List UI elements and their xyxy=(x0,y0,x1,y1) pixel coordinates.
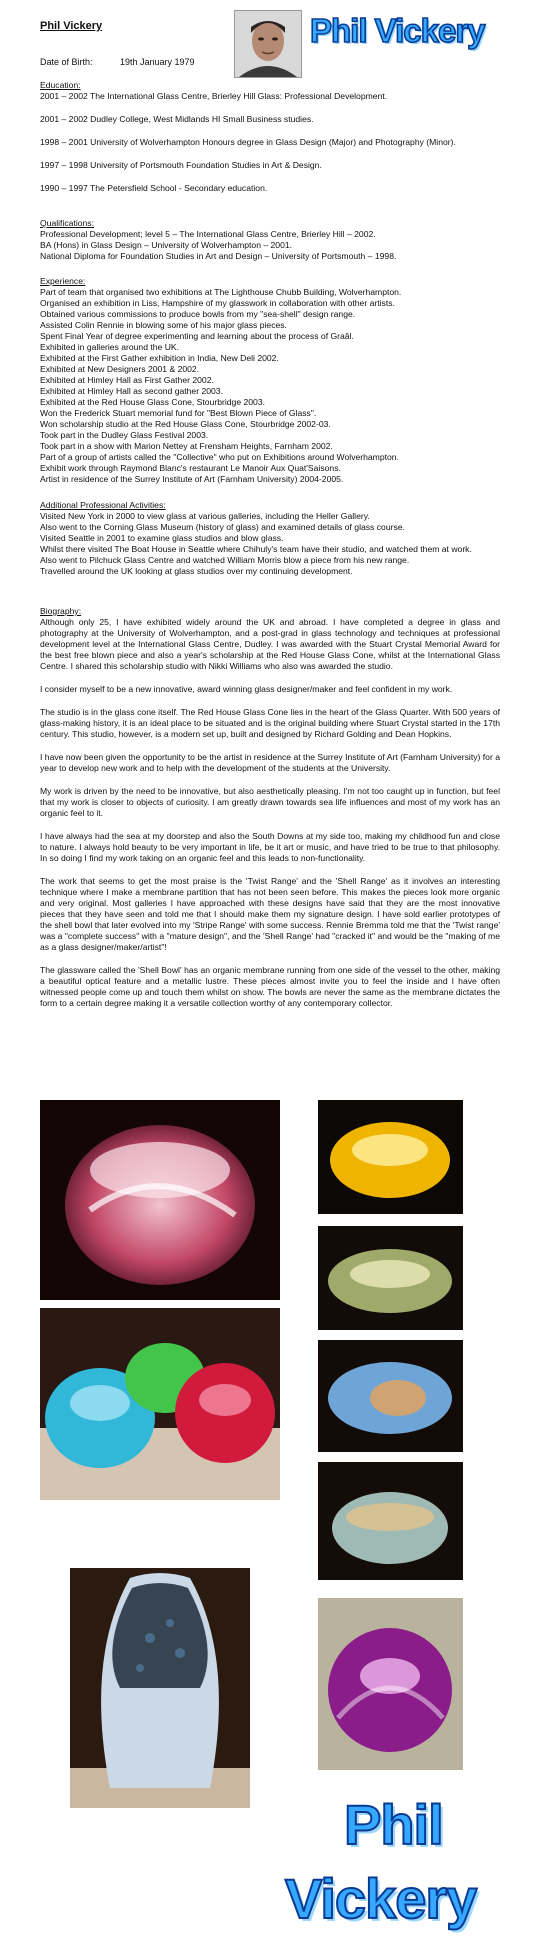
qualifications-heading: Qualifications: xyxy=(40,218,94,228)
list-item: Artist in residence of the Surrey Institute of Art (Farnham University) 2004-2005. xyxy=(40,474,344,484)
list-item: Spent Final Year of degree experimenting and learning about the process of Graâl. xyxy=(40,331,354,341)
list-item: Took part in a show with Marion Nettey at Frensham Heights, Farnham 2002. xyxy=(40,441,333,451)
photo-blue-shell-bowl xyxy=(318,1340,463,1452)
biography-paragraph: Although only 25, I have exhibited widely around the UK and abroad. I have completed a degree in glass and photography at the University of Wolverhampton, and a post-grad in glass technology and techniques at professional development level at the International Glass Centre, Dudley. I was awarded with the Stuart Crystal Memorial Award for the best free blown piece and also a year's scholarship at the Red House Glass Cone, whilst at the International Glass Centre. I shared this scholarship studio with Nikki Williams who also was awarded the studio. xyxy=(40,617,500,671)
education-item: 1990 – 1997 The Petersfield School - Secondary education. xyxy=(40,183,268,193)
qualifications-section xyxy=(40,218,500,262)
photo-stripe-bowl xyxy=(318,1462,463,1580)
footer-logo-first-name: Phil xyxy=(344,1793,443,1856)
biography-paragraph: I consider myself to be a new innovative, award winning glass designer/maker and feel confident in my work. xyxy=(40,684,453,694)
biography-paragraph: The glassware called the 'Shell Bowl' has an organic membrane running from one side of the vessel to the other, making a beautiful optical feature and a metallic lustre. These pieces almost invite you to feel the inside and I have often witnessed people come up and touch them whilst on show. The bowls are never the same as the membrane dictates the form to a certain degree making it a versatile collection worthy of any contemporary collector. xyxy=(40,965,500,1008)
additional-heading: Additional Professional Activities: xyxy=(40,500,166,510)
qualification-item: Professional Development; level 5 – The International Glass Centre, Brierley Hill – 2002. xyxy=(40,229,376,239)
list-item: Exhibited at the First Gather exhibition in India, New Deli 2002. xyxy=(40,353,279,363)
portrait-photo xyxy=(234,10,302,78)
footer-logo-last-name: Vickery xyxy=(285,1867,477,1930)
list-item: Part of a group of artists called the "Collective" who put on Exhibitions around Wolverhampton. xyxy=(40,452,399,462)
education-heading: Education: xyxy=(40,80,81,90)
photo-purple-bowl xyxy=(318,1598,463,1770)
experience-section xyxy=(40,276,500,485)
dob-label: Date of Birth: xyxy=(40,57,93,67)
list-item: Exhibited in galleries around the UK. xyxy=(40,342,180,352)
list-item: Exhibited at Himley Hall as First Gather 2002. xyxy=(40,375,214,385)
list-item: Organised an exhibition in Liss, Hampshire of my glasswork in collaboration with other artists. xyxy=(40,298,395,308)
experience-heading: Experience: xyxy=(40,276,86,286)
qualification-item: BA (Hons) in Glass Design – University of Wolverhampton – 2001. xyxy=(40,240,293,250)
name-heading: Phil Vickery xyxy=(40,20,103,32)
list-item: Took part in the Dudley Glass Festival 2003. xyxy=(40,430,209,440)
biography-heading: Biography: xyxy=(40,606,82,616)
biography-paragraph: The studio is in the glass cone itself. The Red House Glass Cone lies in the heart of the Glass Quarter. With 500 years of glass-making history, it is an ideal place to be situated and is the original building where Stuart Crystal started in the 17th century. This studio, however, is a modern set up, built and designed by Richard Golding and Dean Hopkins. xyxy=(40,707,500,739)
education-item: 2001 – 2002 Dudley College, West Midlands HI Small Business studies. xyxy=(40,114,314,124)
date-of-birth xyxy=(40,57,195,67)
photo-tall-vase xyxy=(70,1568,250,1808)
experience-list xyxy=(40,287,500,485)
photo-three-bowls xyxy=(40,1308,280,1500)
photo-yellow-shell-bowl xyxy=(318,1100,463,1214)
additional-list xyxy=(40,511,500,577)
biography-paragraph: The work that seems to get the most praise is the 'Twist Range' and the 'Shell Range' as it involves an interesting technique where I make a membrane partition that has not been seen before. This makes the pieces look more organic and very original. Most galleries I have approached with these designs have said that they are the most innovative pieces that they have seen and told me that I should make them my signature design. I have sold earlier prototypes of the shell bowl that later evolved into my 'Stripe Range' with some success. Rennie Bremma told me that the 'Twist range' was a "complete success" with a "mature design", and the 'Shell Range' had "cracked it" and would be the "making of me as a glass designer/maker/artist"! xyxy=(40,876,500,952)
list-item: Assisted Colin Rennie in blowing some of his major glass pieces. xyxy=(40,320,287,330)
list-item: Travelled around the UK looking at glass studios over my continuing development. xyxy=(40,566,353,576)
biography-section xyxy=(40,606,500,1021)
list-item: Obtained various commissions to produce bowls from my "sea-shell" design range. xyxy=(40,309,356,319)
list-item: Part of team that organised two exhibitions at The Lighthouse Chubb Building, Wolverhampton. xyxy=(40,287,402,297)
list-item: Won scholarship studio at the Red House Glass Cone, Stourbridge 2002-03. xyxy=(40,419,331,429)
photo-pink-twist-bowl xyxy=(40,1100,280,1300)
list-item: Exhibited at New Designers 2001 & 2002. xyxy=(40,364,200,374)
education-section xyxy=(40,80,500,194)
education-item: 1998 – 2001 University of Wolverhampton Honours degree in Glass Design (Major) and Photography (Minor). xyxy=(40,137,456,147)
biography-paragraph: I have always had the sea at my doorstep and also the South Downs at my side too, making my childhood fun and close to nature. I always hold beauty to be very important in life, be it art or music, and have tried to be true to that philosophy. In so doing I find my work taking on an organic feel and this leads to non-functionality. xyxy=(40,831,500,863)
list-item: Exhibit work through Raymond Blanc's restaurant Le Manoir Aux Quat'Saisons. xyxy=(40,463,341,473)
biography-text xyxy=(40,617,500,1009)
additional-section xyxy=(40,500,500,577)
education-item: 2001 – 2002 The International Glass Centre, Brierley Hill Glass: Professional Development. xyxy=(40,91,388,101)
education-item: 1997 – 1998 University of Portsmouth Foundation Studies in Art & Design. xyxy=(40,160,322,170)
list-item: Visited New York in 2000 to view glass at various galleries, including the Heller Gallery. xyxy=(40,511,370,521)
biography-paragraph: My work is driven by the need to be innovative, but also aesthetically pleasing. I'm not too caught up in function, but feel that my work is closer to objects of curiosity. I am greatly drawn towards sea life influences and most of my work has an organic feel to it. xyxy=(40,786,500,818)
photo-green-shell-bowl xyxy=(318,1226,463,1330)
list-item: Also went to Pilchuck Glass Centre and watched William Morris blow a piece from his new range. xyxy=(40,555,410,565)
list-item: Whilst there visited The Boat House in Seattle where Chihuly's team have their studio, and watched them at work. xyxy=(40,544,472,554)
list-item: Visited Seattle in 2001 to examine glass studios and blow glass. xyxy=(40,533,284,543)
qualification-item: National Diploma for Foundation Studies in Art and Design – University of Portsmouth – 1998. xyxy=(40,251,397,261)
name-logo: Phil Vickery xyxy=(310,12,485,49)
list-item: Exhibited at Himley Hall as second gather 2003. xyxy=(40,386,223,396)
list-item: Won the Frederick Stuart memorial fund for "Best Blown Piece of Glass". xyxy=(40,408,317,418)
biography-paragraph: I have now been given the opportunity to be the artist in residence at the Surrey Institute of Art (Farnham University) for a year to develop new work and to help with the development of the students at the University. xyxy=(40,752,500,773)
list-item: Exhibited at the Red House Glass Cone, Stourbridge 2003. xyxy=(40,397,266,407)
list-item: Also went to the Corning Glass Museum (history of glass) and examined details of glass course. xyxy=(40,522,405,532)
dob-value: 19th January 1979 xyxy=(120,57,195,67)
